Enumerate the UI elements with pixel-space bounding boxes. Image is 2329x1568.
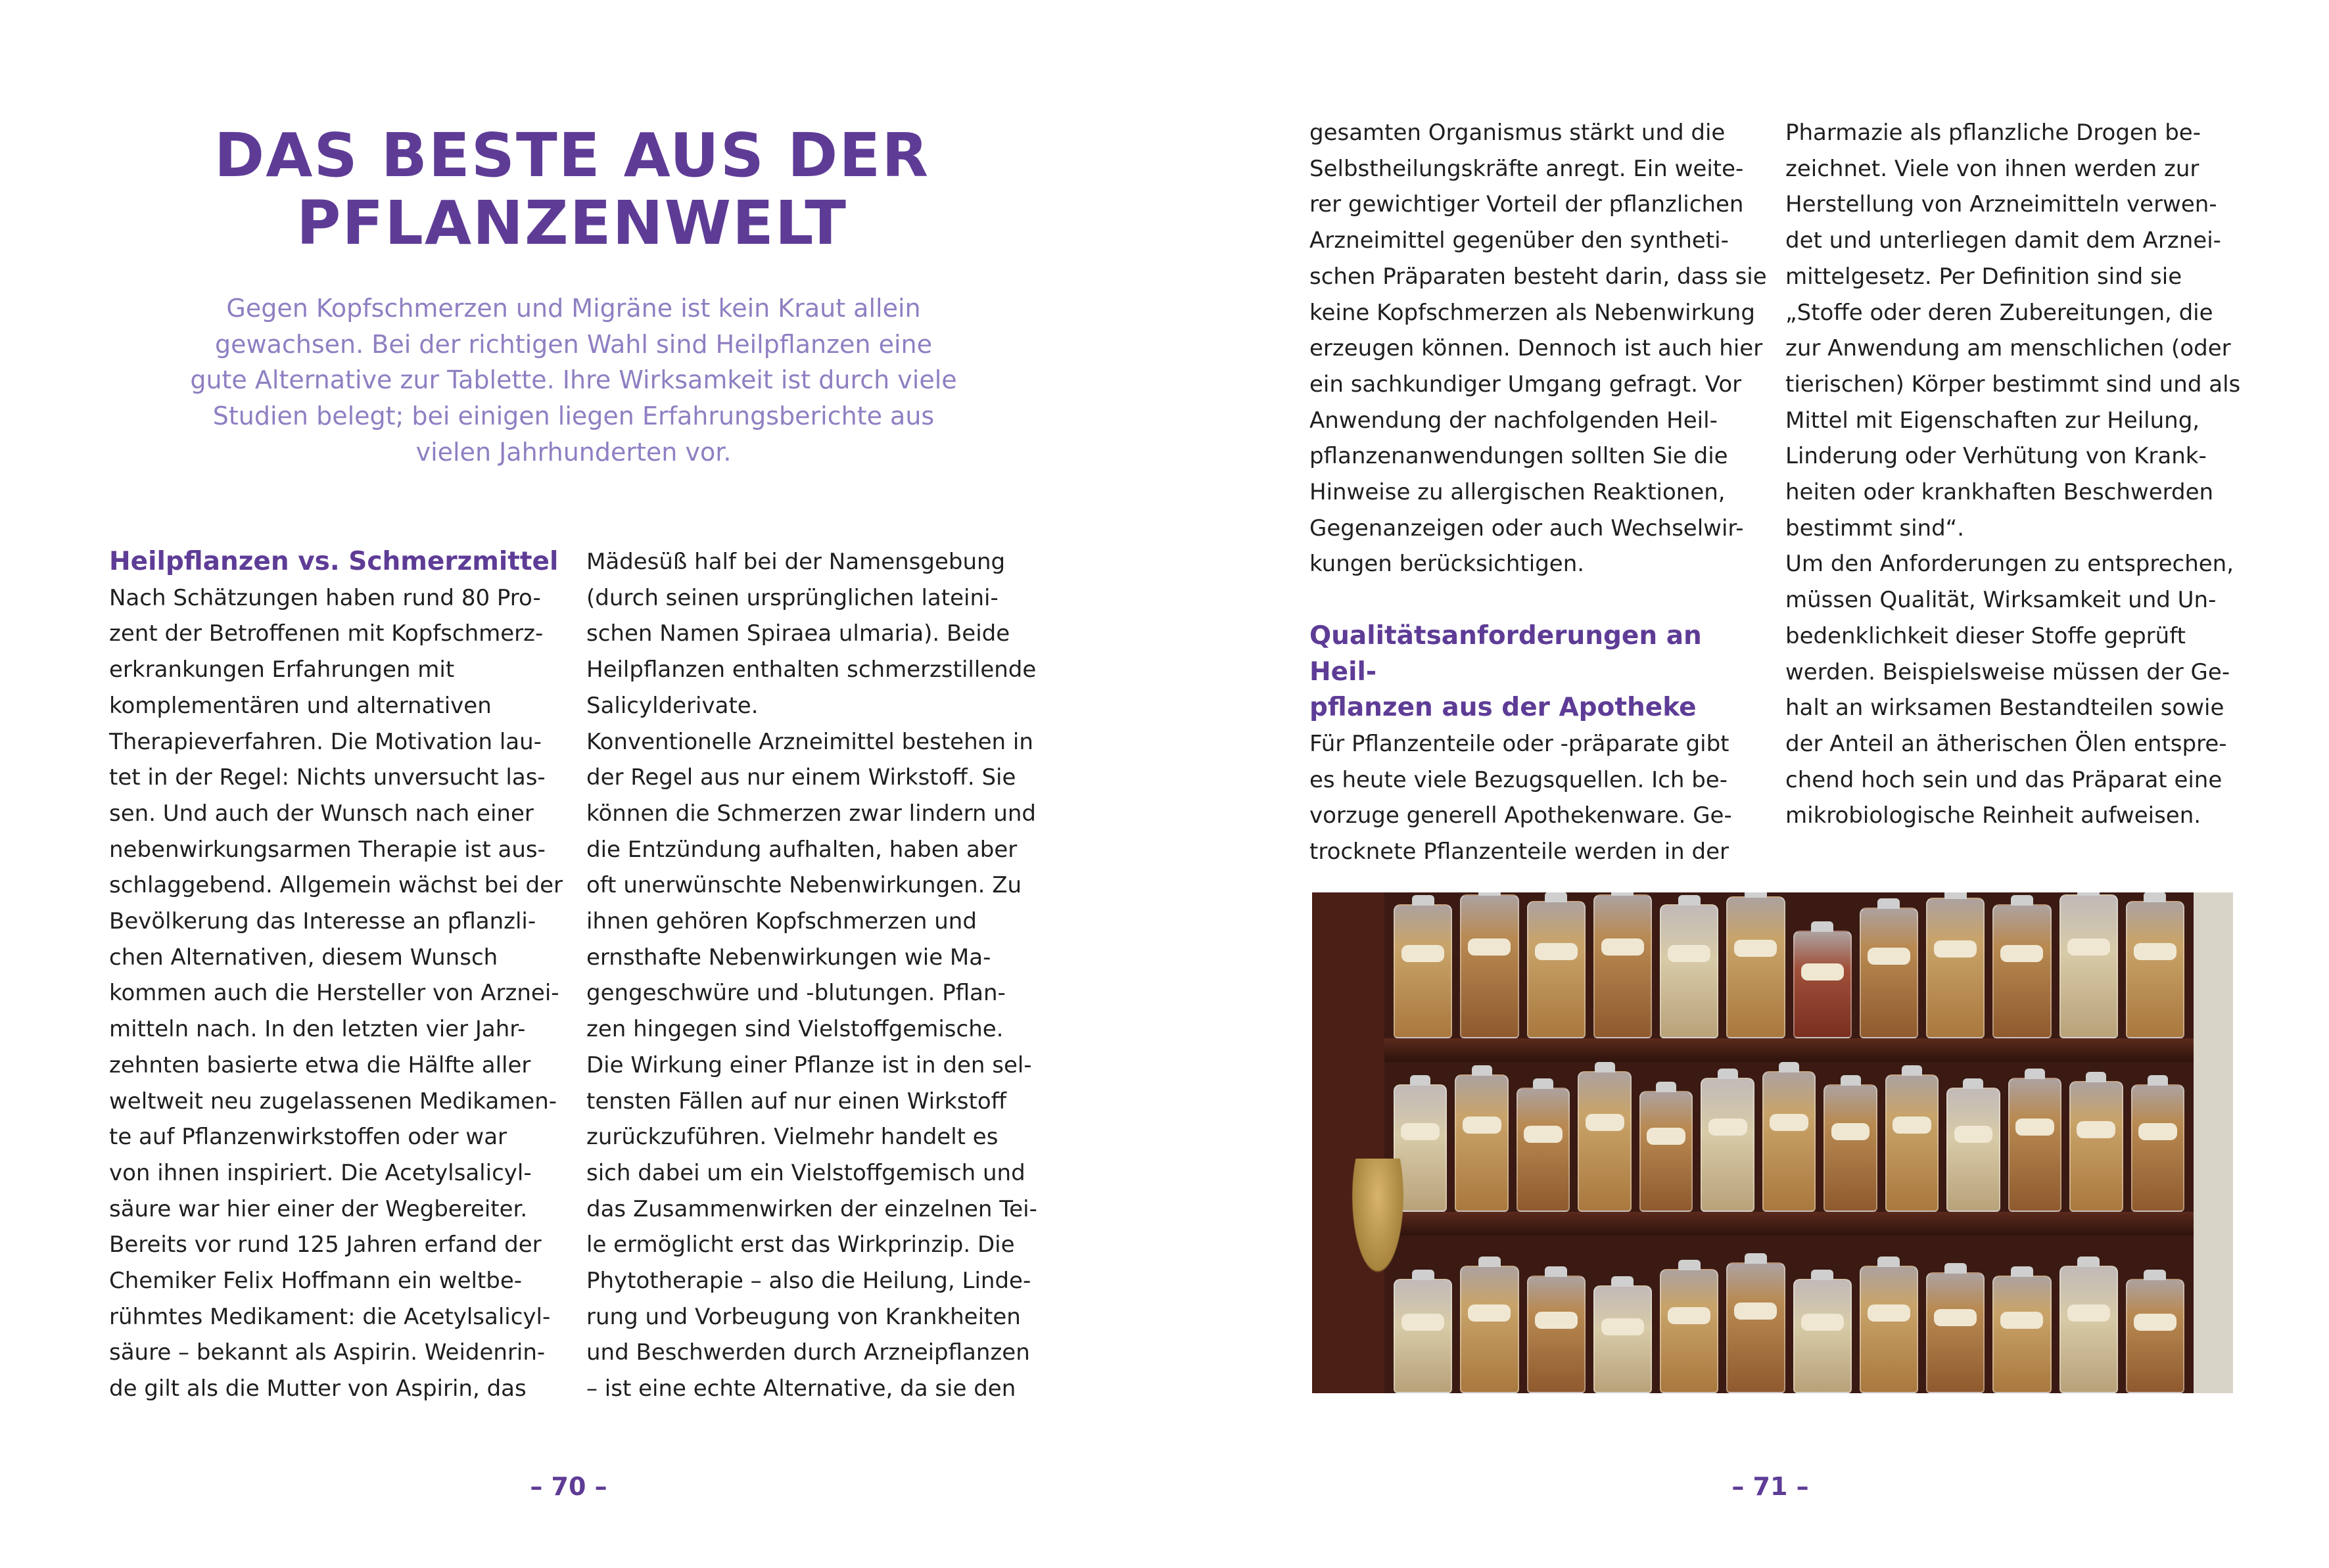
text-line: säure war hier einer der Wegbereiter. [109,1195,528,1222]
text-line: Hinweise zu allergischen Reaktionen, [1309,479,1726,506]
dried-herb-bundle [1348,1159,1407,1283]
shelf-board [1384,1212,2194,1235]
text-line: sich dabei um ein Vielstoffgemisch und [586,1159,1025,1186]
text-line: Bevölkerung das Interesse an pflanzli- [109,908,536,935]
text-line: trocknete Pflanzenteile werden in der [1309,839,1729,865]
wall [2194,892,2233,1393]
text-line: Herstellung von Arzneimitteln verwen- [1785,191,2217,218]
text-line: Linderung oder Verhütung von Krank- [1785,443,2207,470]
text-column-3 [1309,115,1770,870]
shelf-row-middle [1384,1062,2194,1212]
text-line: Mädesüß half bei der Namensgebung [586,549,1006,575]
text-line: rer gewichtiger Vorteil der pflanzlichen [1309,191,1744,218]
section-heading-line: pflanzen aus der Apotheke [1309,693,1697,723]
text-line: chen Alternativen, diesem Wunsch [109,944,498,971]
text-line: ernsthafte Nebenwirkungen wie Ma- [586,944,991,971]
text-line: zen hingegen sind Vielstoffgemische. [586,1016,1004,1043]
text-line: tensten Fällen auf nur einen Wirkstoff [586,1088,1007,1115]
text-line: Nach Schätzungen haben rund 80 Pro- [109,584,541,611]
text-line: sen. Und auch der Wunsch nach einer [109,800,534,827]
text-line: chend hoch sein und das Präparat eine [1785,766,2223,793]
text-line: erkrankungen Erfahrungen mit [109,657,455,683]
text-line: nebenwirkungsarmen Therapie ist aus- [109,836,546,863]
text-line: „Stoffe oder deren Zubereitungen, die [1785,299,2213,326]
text-line: Pharmazie als pflanzliche Drogen be- [1785,120,2201,146]
text-line: rühmtes Medikament: die Acetylsalicyl- [109,1303,551,1330]
text-line: schen Präparaten besteht darin, dass sie [1309,263,1767,290]
apothecary-shelf-photo [1312,892,2233,1393]
text-line: zur Anwendung am menschlichen (oder [1785,335,2231,362]
text-line: es heute viele Bezugsquellen. Ich be- [1309,766,1728,793]
text-line: ihnen gehören Kopfschmerzen und [586,908,977,935]
text-line: Salicylderivate. [586,692,759,719]
text-line: das Zusammenwirken der einzelnen Tei- [586,1195,1037,1222]
paragraph-gap [1309,582,1770,618]
text-line: oft unerwünschte Nebenwirkungen. Zu [586,872,1022,899]
text-line: müssen Qualität, Wirksamkeit und Un- [1785,587,2217,614]
text-line: pflanzenanwendungen sollten Sie die [1309,443,1728,470]
intro-line: gute Alternative zur Tablette. Ihre Wirksamkeit ist durch viele [190,365,957,395]
text-line: Phytotherapie – also die Heilung, Linde- [586,1268,1031,1295]
title-line: DAS BESTE AUS DER [214,120,930,191]
text-line: vorzuge generell Apothekenware. Ge- [1309,802,1732,829]
page-number-left: – 70 – [530,1472,607,1501]
section-heading-line: Qualitätsanforderungen an Heil- [1309,620,1702,687]
col3-after-body [1309,726,1770,870]
page-title [105,122,1039,257]
text-line: Bereits vor rund 125 Jahren erfand der [109,1232,542,1258]
text-line: können die Schmerzen zwar lindern und [586,800,1037,827]
intro-paragraph [171,290,976,471]
intro-line: Gegen Kopfschmerzen und Migräne ist kein Kraut allein [226,294,921,323]
col3-body [1309,115,1770,582]
text-line: tet in der Regel: Nichts unversucht las- [109,764,546,791]
text-line: mikrobiologische Reinheit aufweisen. [1785,802,2201,829]
text-line: die Entzündung aufhalten, haben aber [586,836,1018,863]
text-line: kommen auch die Hersteller von Arznei- [109,980,559,1007]
intro-line: vielen Jahrhunderten vor. [415,437,732,467]
text-line: Heilpflanzen enthalten schmerzstillende [586,657,1037,683]
section-heading: Heilpflanzen vs. Schmerzmittel [109,547,559,576]
text-line: gengeschwüre und -blutungen. Pflan- [586,980,1006,1007]
text-line: te auf Pflanzenwirkstoffen oder war [109,1124,507,1151]
text-line: Therapieverfahren. Die Motivation lau- [109,728,542,755]
col1-body [109,580,569,1407]
text-line: mittelgesetz. Per Definition sind sie [1785,263,2182,290]
text-line: Um den Anforderungen zu entsprechen, [1785,551,2234,578]
text-line: de gilt als die Mutter von Aspirin, das [109,1375,527,1402]
title-line: PFLANZENWELT [296,188,848,259]
text-line: zehnten basierte etwa die Hälfte aller [109,1051,531,1078]
shelf-row-top [1384,892,2194,1038]
text-line: kungen berücksichtigen. [1309,551,1585,578]
shelf-row-bottom [1384,1235,2194,1393]
intro-line: gewachsen. Bei der richtigen Wahl sind Heilpflanzen eine [215,329,932,359]
text-line: erzeugen können. Dennoch ist auch hier [1309,335,1763,362]
page-number-right: – 71 – [1731,1472,1809,1501]
text-line: halt an wirksamen Bestandteilen sowie [1785,695,2224,722]
text-line: der Regel aus nur einem Wirkstoff. Sie [586,764,1016,791]
text-line: schlaggebend. Allgemein wächst bei der [109,872,563,899]
col4-body [1785,115,2246,834]
text-line: – ist eine echte Alternative, da sie den [586,1375,1016,1402]
text-line: tierischen) Körper bestimmt sind und als [1785,371,2241,398]
text-line: gesamten Organismus stärkt und die [1309,120,1726,146]
text-line: (durch seinen ursprünglichen lateini- [586,584,999,611]
text-line: Arzneimittel gegenüber den syntheti- [1309,227,1729,254]
intro-line: Studien belegt; bei einigen liegen Erfahrungsberichte aus [212,402,935,431]
text-line: säure – bekannt als Aspirin. Weidenrin- [109,1339,546,1366]
text-line: Selbstheilungskräfte anregt. Ein weite- [1309,155,1744,182]
text-line: Anwendung der nachfolgenden Heil- [1309,407,1718,434]
text-line: Konventionelle Arzneimittel bestehen in [586,728,1033,755]
text-column-1 [109,544,569,1407]
text-line: heiten oder krankhaften Beschwerden [1785,479,2214,506]
text-line: det und unterliegen damit dem Arznei- [1785,227,2221,254]
text-line: von ihnen inspiriert. Die Acetylsalicyl- [109,1159,532,1186]
text-line: bedenklichkeit dieser Stoffe geprüft [1785,622,2186,649]
shelf-board [1384,1038,2194,1062]
text-line: rung und Vorbeugung von Krankheiten [586,1303,1021,1330]
text-line: komplementären und alternativen [109,692,492,719]
text-line: Gegenanzeigen oder auch Wechselwir- [1309,515,1744,542]
text-column-2 [586,544,1047,1407]
col2-body [586,544,1047,1407]
text-line: bestimmt sind“. [1785,515,1965,542]
text-line: weltweit neu zugelassenen Medikamen- [109,1088,557,1115]
text-line: Mittel mit Eigenschaften zur Heilung, [1785,407,2200,434]
text-line: schen Namen Spiraea ulmaria). Beide [586,620,1010,647]
text-line: der Anteil an ätherischen Ölen entspre- [1785,730,2227,757]
text-line: keine Kopfschmerzen als Nebenwirkung [1309,299,1755,326]
text-line: le ermöglicht erst das Wirkprinzip. Die [586,1232,1015,1258]
text-line: und Beschwerden durch Arzneipflanzen [586,1339,1030,1366]
text-line: werden. Beispielsweise müssen der Ge- [1785,658,2230,685]
text-line: ein sachkundiger Umgang gefragt. Vor [1309,371,1742,398]
text-line: Die Wirkung einer Pflanze ist in den sel- [586,1051,1032,1078]
text-line: Chemiker Felix Hoffmann ein weltbe- [109,1268,523,1295]
text-line: Für Pflanzenteile oder -präparate gibt [1309,730,1729,757]
text-line: zurückzuführen. Vielmehr handelt es [586,1124,999,1151]
text-line: mitteln nach. In den letzten vier Jahr- [109,1016,526,1043]
text-column-4 [1785,115,2246,834]
text-line: zeichnet. Viele von ihnen werden zur [1785,155,2200,182]
cabinet-frame [1312,892,1384,1393]
text-line: zent der Betroffenen mit Kopfschmerz- [109,620,544,647]
